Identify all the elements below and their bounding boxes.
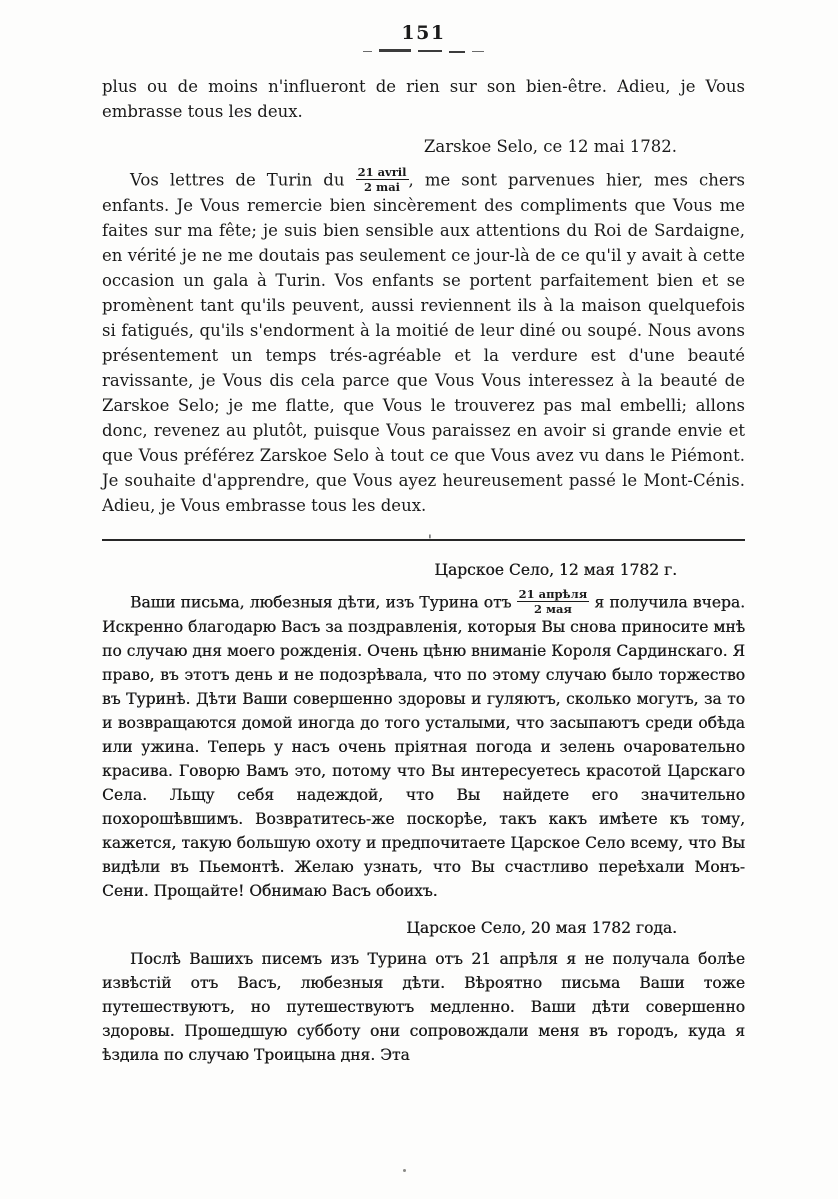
fraction-numerator: 21 avril bbox=[357, 165, 407, 179]
russian-dateline-2: Царское Село, 20 мая 1782 года. bbox=[406, 919, 677, 938]
fraction-denominator: 2 mai bbox=[364, 180, 401, 195]
page-number: 151 bbox=[401, 22, 446, 44]
french-letter-paragraph bbox=[102, 166, 745, 518]
page-number-underline bbox=[102, 48, 745, 54]
date-fraction-russian bbox=[517, 588, 590, 615]
french-letter-text-end: , me sont parvenues hier, mes chers enfants. Je Vous remercie bien sincèrement des compliments que Vous me faites sur ma fête; je suis bien sensible aux attentions du Roi de Sardaigne, en vérité je ne me doutais pas seulement ce jour-là de ce qu'il y avait à cette occasion un gala à Turin. Vos enfants se portent parfaitement bien et se promènent tant qu'ils peuvent, aussi reviennent ils à la maison quelquefois si fatigués, qu'ils s'endorment à la moitié de leur diné ou soupé. Nous avons présentement un temps trés-agréable et la verdure est d'une beauté ravissante, je Vous dis cela parce que Vous Vous interessez à la beauté de Zarskoe Selo; je me flatte, que Vous le trouverez pas mal embelli; allons donc, revenez au plutôt, puisque Vous paraissez en avoir si grande envie et que Vous préférez Zarskoe Selo à tout ce que Vous avez vu dans le Piémont. Je souhaite d'apprendre, que Vous ayez heureusement passé le Mont-Cénis. Adieu, je Vous embrasse tous les deux. bbox=[102, 170, 745, 516]
russian-letter-1-text-end: я получила вчера. Искренно благодарю Васъ за поздравленія, которыя Вы снова приносите мнѣ по случаю дня моего рожденія. Очень цѣню вниманіе Короля Сардинскаго. Я право, въ этотъ день и не подозрѣвала, что по этому случаю было торжество въ Туринѣ. Дѣти Ваши совершенно здоровы и гуляютъ, сколько могутъ, за то и возвращаются домой иногда до того усталыми, что засыпаютъ среди обѣда или ужина. Теперь у насъ очень пріятная погода и зелень очаровательно красива. Говорю Вамъ это, потому что Вы интересуетесь красотой Царскаго Села. Льщу себя надеждой, что Вы найдете его значительно похорошѣвшимъ. Возвратитесь-же поскорѣе, такъ какъ имѣете къ тому, кажется, такую большую охоту и предпочитаете Царское Село всему, что Вы видѣли въ Пьемонтѣ. Желаю узнать, что Вы счастливо переѣхали Монъ-Сени. Прощайте! Обнимаю Васъ обоихъ. bbox=[102, 593, 746, 901]
russian-letter-1-text-start: Ваши письма, любезныя дѣти, изъ Турина отъ bbox=[130, 593, 512, 612]
scan-artifact-dot bbox=[403, 1169, 406, 1172]
fraction-numerator: 21 апрѣля bbox=[518, 587, 588, 602]
scan-artifact-apostrophe: ' bbox=[428, 533, 432, 549]
french-dateline: Zarskoe Selo, ce 12 mai 1782. bbox=[423, 137, 677, 156]
french-paragraph-continuation: plus ou de moins n'influeront de rien sur son bien-être. Adieu, je Vous embrasse tous les deux. bbox=[102, 77, 745, 121]
russian-letter-2-paragraph: Послѣ Вашихъ писемъ изъ Турина отъ 21 апрѣля я не получала болѣе извѣстій отъ Васъ, любезныя дѣти. Вѣроятно письма Ваши тоже путешествуютъ, но путешествуютъ медленно. Ваши дѣти совершенно здоровы. Прошедшую субботу они сопровождали меня въ городъ, куда я ѣздила по случаю Троицына дня. Эта bbox=[102, 950, 745, 1065]
russian-letter-1-paragraph bbox=[102, 588, 745, 903]
fraction-denominator: 2 мая bbox=[533, 602, 572, 617]
russian-dateline-1: Царское Село, 12 мая 1782 г. bbox=[434, 561, 677, 580]
french-letter-text-start: Vos lettres de Turin du bbox=[130, 170, 345, 190]
section-divider-rule bbox=[102, 539, 745, 541]
date-fraction-french bbox=[356, 166, 409, 193]
